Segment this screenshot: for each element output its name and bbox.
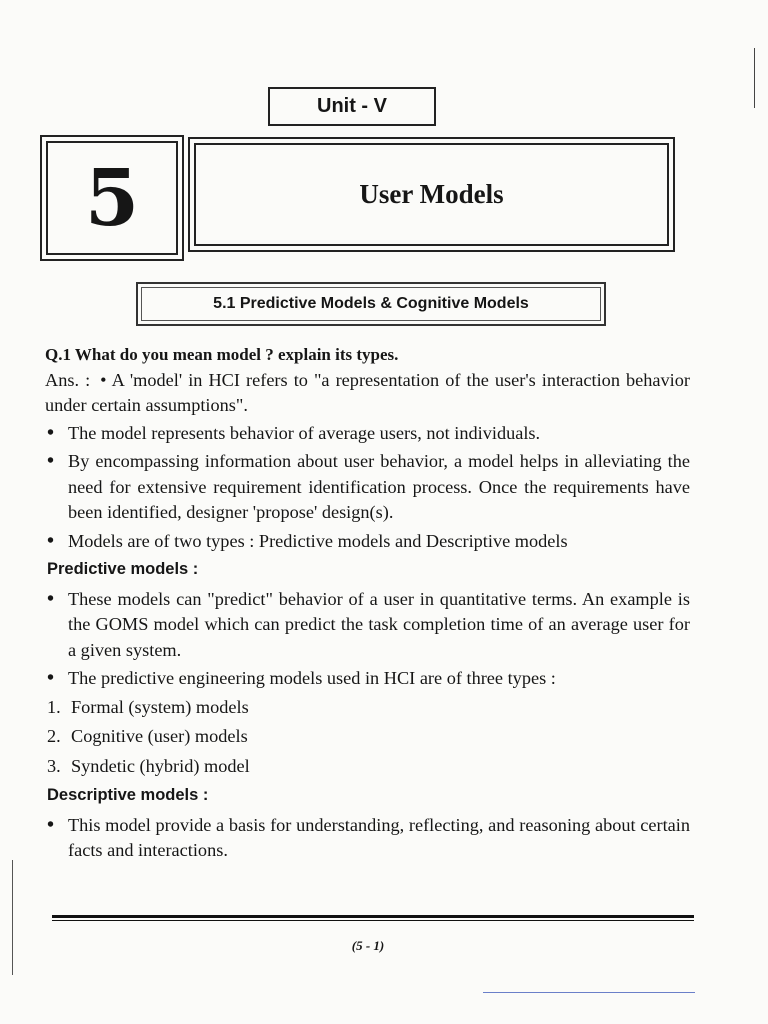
descriptive-models-heading: Descriptive models : [47, 786, 209, 804]
list-text: Syndetic (hybrid) model [71, 755, 250, 776]
answer-intro [45, 368, 690, 419]
page-number: (5 - 1) [351, 938, 385, 953]
descriptive-bullets [45, 813, 690, 864]
section-title: 5.1 Predictive Models & Cognitive Models [141, 287, 601, 321]
predictive-models-heading: Predictive models : [47, 560, 199, 578]
predictive-bullets [45, 587, 690, 692]
footer-rule [52, 915, 694, 918]
list-item [47, 754, 690, 780]
answer-label: Ans. : [45, 369, 91, 390]
unit-label: Unit - V [268, 87, 436, 126]
section-title-box [136, 282, 606, 326]
question-heading: Q.1 What do you mean model ? explain its types. [45, 345, 399, 364]
list-number: 2. [47, 726, 61, 746]
chapter-title: User Models [194, 143, 669, 246]
list-item: • By encompassing information about user behavior, a model helps in alleviating the need for extensive requirement identification process. Once the requirements have been identified, designer 'propose' design(s). [45, 449, 690, 526]
page-body [45, 342, 690, 867]
list-number: 3. [47, 755, 61, 776]
list-item: • Models are of two types : Predictive models and Descriptive models [45, 529, 690, 555]
chapter-title-box [188, 137, 675, 252]
list-number: 1. [47, 696, 61, 717]
predictive-types-list [45, 695, 690, 780]
scan-edge-line [754, 48, 755, 108]
scan-blue-line [483, 992, 695, 993]
list-item: • The predictive engineering models used in HCI are of three types : [45, 666, 690, 692]
list-item [47, 724, 690, 750]
answer-bullets [45, 421, 690, 555]
list-item: • This model provide a basis for understanding, reflecting, and reasoning about certain facts and interactions. [45, 813, 690, 864]
answer-intro-text: • A 'model' in HCI refers to "a representation of the user's interaction behavior under certain assumptions". [45, 369, 690, 415]
scan-edge-line [12, 860, 13, 975]
list-text: Cognitive (user) models [71, 726, 248, 746]
chapter-number-box [40, 135, 184, 261]
footer-rule [52, 920, 694, 921]
chapter-number: 5 [46, 141, 178, 255]
list-item: • The model represents behavior of average users, not individuals. [45, 421, 690, 447]
list-item: • These models can "predict" behavior of a user in quantitative terms. An example is the GOMS model which can predict the task completion time of an average user for a given system. [45, 587, 690, 664]
list-item [47, 695, 690, 721]
list-text: Formal (system) models [71, 696, 249, 717]
